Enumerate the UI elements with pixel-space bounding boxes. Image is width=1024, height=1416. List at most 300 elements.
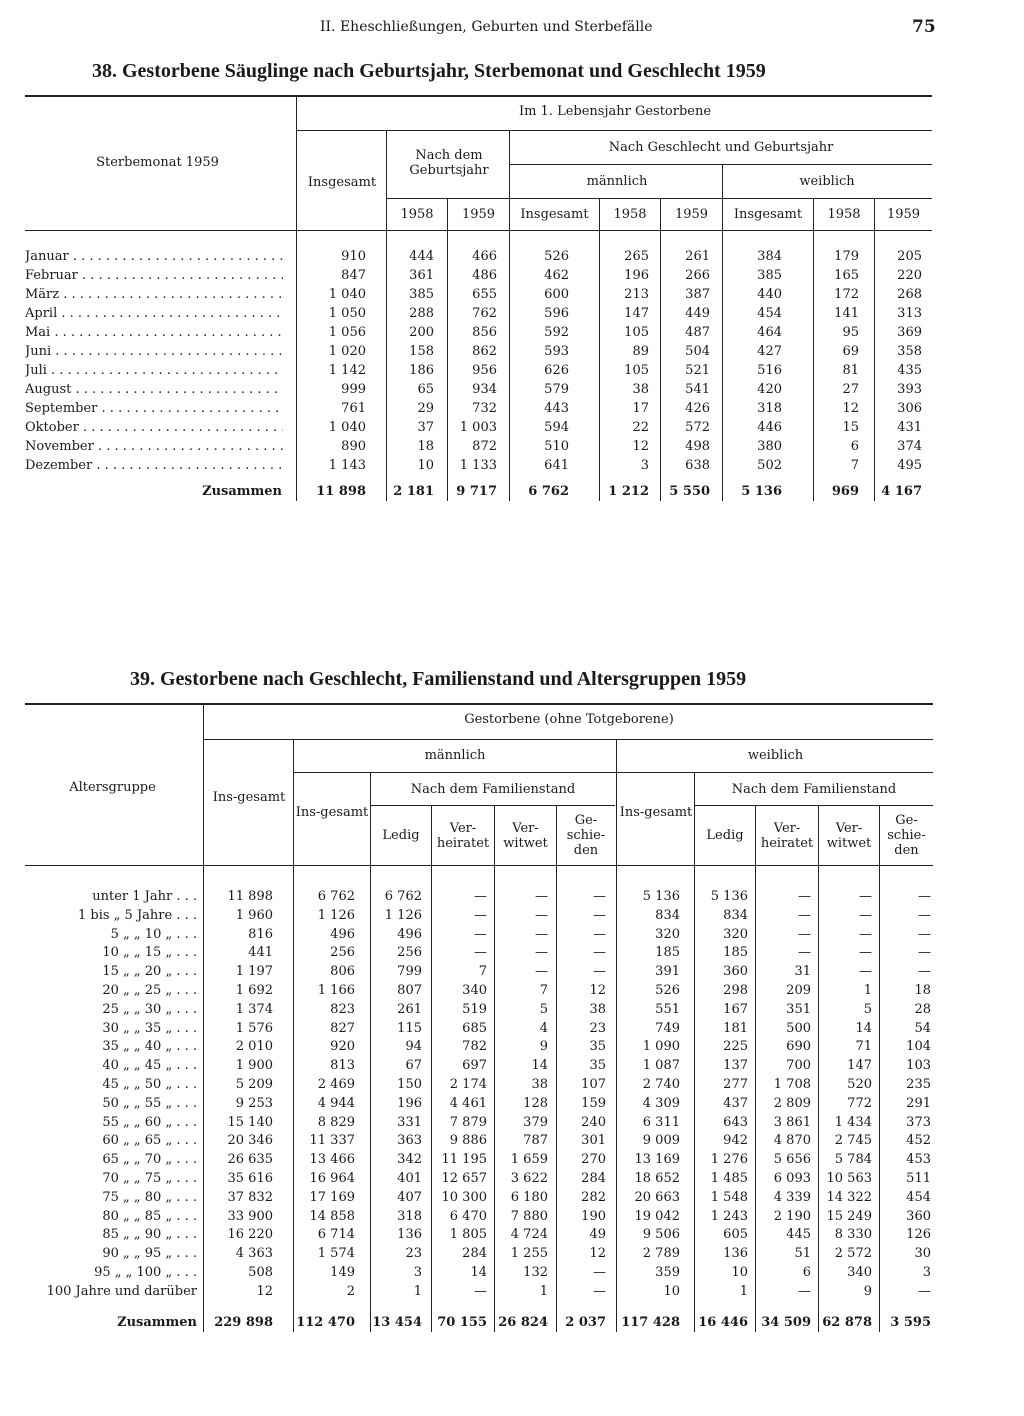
cell: 401: [397, 1171, 422, 1186]
cell: 288: [409, 306, 434, 321]
cell: 291: [906, 1095, 931, 1111]
cell: —: [535, 964, 548, 980]
cell: 519: [462, 1001, 487, 1017]
cell: —: [859, 889, 872, 904]
cell: 6: [802, 1265, 811, 1280]
cell: 5 136: [642, 889, 680, 904]
cell: 823: [330, 1001, 355, 1017]
row-label: 25 „ „ 30 „ . . .: [102, 1001, 197, 1017]
cell: 593: [544, 344, 569, 359]
t38-header-nach-geschlecht: Nach Geschlecht und Geburtsjahr: [608, 140, 834, 155]
cell: 29: [417, 401, 434, 416]
cell: 38: [589, 1001, 606, 1017]
cell: —: [918, 907, 931, 923]
cell: 13 169: [634, 1152, 680, 1168]
cell: 5 656: [773, 1152, 811, 1168]
row-label: Juni . . .: [25, 342, 283, 361]
cell: 872: [472, 439, 497, 454]
cell: 31: [794, 964, 811, 980]
total-cell: 1 212: [608, 484, 649, 499]
cell: 235: [906, 1077, 931, 1092]
cell: 1 434: [834, 1114, 872, 1130]
total-cell: 9 717: [456, 484, 497, 499]
cell: 495: [897, 458, 922, 473]
cell: 1 692: [235, 983, 273, 998]
cell: 385: [409, 287, 434, 302]
cell: 28: [914, 1001, 931, 1017]
cell: 956: [472, 363, 497, 378]
row-label: 95 „ „ 100 „ . . .: [94, 1265, 197, 1280]
cell: 340: [462, 983, 487, 998]
cell: 551: [655, 1001, 680, 1017]
cell: 149: [330, 1265, 355, 1280]
cell: 147: [624, 306, 649, 321]
page-number: 75: [912, 17, 936, 37]
cell: 2 469: [317, 1077, 355, 1092]
row-label: November . . .: [25, 437, 283, 456]
cell: 23: [405, 1246, 422, 1262]
cell: 69: [842, 344, 859, 359]
cell: 1 040: [328, 420, 366, 435]
cell: 12: [632, 439, 649, 454]
cell: —: [593, 926, 606, 942]
table-39-title: 39. Gestorbene nach Geschlecht, Familienstand und Altersgruppen 1959: [130, 668, 747, 690]
cell: —: [918, 945, 931, 961]
cell: 762: [472, 306, 497, 321]
cell: 38: [632, 382, 649, 397]
cell: 5: [539, 1001, 548, 1017]
cell: 3: [922, 1265, 931, 1280]
total-cell: 112 470: [296, 1315, 355, 1330]
cell: 1 276: [710, 1152, 748, 1168]
cell: 306: [897, 401, 922, 416]
cell: 572: [685, 420, 710, 435]
cell: 141: [834, 306, 859, 321]
t39-sub-w-insgesamt: Ins-gesamt: [619, 805, 693, 820]
cell: 6 762: [384, 889, 422, 904]
t39-sub-w-verheiratet: Ver-heiratet: [760, 821, 814, 851]
cell: 1: [863, 983, 872, 998]
total-cell: 70 155: [437, 1315, 487, 1330]
cell: 6 180: [510, 1189, 548, 1205]
cell: 14: [855, 1020, 872, 1036]
cell: —: [859, 926, 872, 942]
cell: 2 572: [834, 1246, 872, 1262]
t39-header-fam-w: Nach dem Familienstand: [731, 782, 897, 797]
cell: 462: [544, 268, 569, 283]
cell: —: [593, 1265, 606, 1280]
cell: 445: [786, 1227, 811, 1243]
cell: 159: [581, 1095, 606, 1111]
cell: 14: [470, 1265, 487, 1280]
cell: 270: [581, 1152, 606, 1168]
cell: —: [535, 945, 548, 961]
cell: 374: [897, 439, 922, 454]
cell: 240: [581, 1114, 606, 1130]
t39-header-fam-m: Nach dem Familienstand: [410, 782, 576, 797]
t38-stub-header: Sterbemonat 1959: [96, 155, 219, 170]
cell: 284: [462, 1246, 487, 1262]
cell: 452: [906, 1133, 931, 1149]
cell: 359: [655, 1265, 680, 1280]
cell: —: [593, 1283, 606, 1299]
cell: 10 563: [826, 1171, 872, 1186]
row-label: 1 bis „ 5 Jahre . . .: [78, 907, 197, 923]
t39-sub-w-verwitwet: Ver-witwet: [826, 821, 872, 851]
cell: 600: [544, 287, 569, 302]
cell: 387: [685, 287, 710, 302]
cell: 690: [786, 1039, 811, 1055]
cell: —: [593, 964, 606, 980]
cell: 137: [723, 1058, 748, 1074]
cell: 910: [341, 249, 366, 264]
t38-sub-m-insgesamt: Insgesamt: [520, 207, 589, 222]
row-label: 55 „ „ 60 „ . . .: [102, 1114, 197, 1130]
cell: 496: [330, 926, 355, 942]
cell: 431: [897, 420, 922, 435]
row-label: 40 „ „ 45 „ . . .: [102, 1058, 197, 1074]
cell: 9 886: [449, 1133, 487, 1149]
total-cell: 3 595: [890, 1315, 931, 1330]
cell: 526: [655, 983, 680, 998]
cell: —: [798, 889, 811, 904]
cell: 18 652: [634, 1171, 680, 1186]
cell: 369: [897, 325, 922, 340]
cell: 6 714: [317, 1227, 355, 1243]
cell: 33 900: [227, 1208, 273, 1224]
cell: 856: [472, 325, 497, 340]
cell: 526: [544, 249, 569, 264]
cell: 9 009: [642, 1133, 680, 1149]
cell: 3 622: [510, 1171, 548, 1186]
t38-rule: [297, 130, 932, 131]
cell: 360: [906, 1208, 931, 1224]
cell: 655: [472, 287, 497, 302]
t38-sub-m-1959: 1959: [674, 207, 709, 222]
cell: 342: [397, 1152, 422, 1168]
row-label: Februar . . .: [25, 266, 283, 285]
cell: 4 363: [235, 1246, 273, 1262]
cell: 437: [723, 1095, 748, 1111]
cell: —: [798, 1283, 811, 1299]
t38-header-nach-geburtsjahr: Nach dem Geburtsjahr: [409, 148, 489, 178]
cell: —: [593, 889, 606, 904]
cell: 934: [472, 382, 497, 397]
cell: 115: [397, 1020, 422, 1036]
cell: 596: [544, 306, 569, 321]
cell: 81: [842, 363, 859, 378]
cell: —: [535, 889, 548, 904]
cell: 999: [341, 382, 366, 397]
cell: 256: [397, 945, 422, 961]
cell: —: [798, 926, 811, 942]
cell: 2: [346, 1283, 355, 1299]
t38-header-insgesamt: Insgesamt: [307, 175, 377, 190]
cell: 1: [413, 1283, 422, 1299]
cell: 17: [632, 401, 649, 416]
cell: 5 784: [834, 1152, 872, 1168]
cell: 393: [897, 382, 922, 397]
row-label: 45 „ „ 50 „ . . .: [102, 1077, 197, 1092]
cell: 516: [757, 363, 782, 378]
table-38-title: 38. Gestorbene Säuglinge nach Geburtsjahr, Sterbemonat und Geschlecht 1959: [92, 60, 766, 82]
total-cell: 4 167: [881, 484, 922, 499]
cell: 3: [640, 458, 649, 473]
cell: 441: [248, 945, 273, 961]
t39-rule: [204, 739, 933, 740]
cell: 4: [539, 1020, 548, 1036]
row-label: 60 „ „ 65 „ . . .: [102, 1133, 197, 1149]
cell: 1 197: [235, 964, 273, 980]
cell: 942: [723, 1133, 748, 1149]
cell: 185: [655, 945, 680, 961]
cell: 12: [589, 983, 606, 998]
cell: 5 136: [710, 889, 748, 904]
row-label: Oktober . . .: [25, 418, 283, 437]
cell: 268: [897, 287, 922, 302]
total-cell: 13 454: [372, 1315, 422, 1330]
cell: 9: [539, 1039, 548, 1055]
cell: 420: [757, 382, 782, 397]
cell: 1 087: [642, 1058, 680, 1074]
cell: 2 789: [642, 1246, 680, 1262]
cell: 407: [397, 1189, 422, 1205]
cell: 4 944: [317, 1095, 355, 1111]
cell: 15 249: [826, 1208, 872, 1224]
cell: 256: [330, 945, 355, 961]
cell: 320: [723, 926, 748, 942]
cell: —: [798, 907, 811, 923]
cell: 147: [847, 1058, 872, 1074]
cell: 496: [397, 926, 422, 942]
row-label: 30 „ „ 35 „ . . .: [102, 1020, 197, 1036]
cell: 284: [581, 1171, 606, 1186]
cell: 363: [397, 1133, 422, 1149]
cell: 782: [462, 1039, 487, 1055]
total-cell: 34 509: [761, 1315, 811, 1330]
cell: 9: [863, 1283, 872, 1299]
cell: 435: [897, 363, 922, 378]
cell: 7 879: [449, 1114, 487, 1130]
cell: 165: [834, 268, 859, 283]
cell: 444: [409, 249, 434, 264]
total-cell: 6 762: [528, 484, 569, 499]
t38-header-maennlich: männlich: [586, 174, 648, 189]
cell: 277: [723, 1077, 748, 1092]
row-label: März . . .: [25, 285, 283, 304]
cell: 89: [632, 344, 649, 359]
cell: 1 133: [459, 458, 497, 473]
cell: 10: [663, 1283, 680, 1299]
cell: 816: [248, 926, 273, 942]
t39-header-top: Gestorbene (ohne Totgeborene): [464, 712, 674, 727]
cell: 71: [855, 1039, 872, 1055]
cell: 10: [731, 1265, 748, 1280]
cell: 9 253: [235, 1095, 273, 1111]
cell: 466: [472, 249, 497, 264]
cell: 813: [330, 1058, 355, 1074]
cell: 6 762: [317, 889, 355, 904]
cell: 2 190: [773, 1208, 811, 1224]
t38-header-top: Im 1. Lebensjahr Gestorbene: [518, 104, 712, 119]
cell: —: [798, 945, 811, 961]
cell: 51: [794, 1246, 811, 1262]
cell: 331: [397, 1114, 422, 1130]
cell: 298: [723, 983, 748, 998]
cell: 6: [850, 439, 859, 454]
total-cell: 11 898: [316, 484, 366, 499]
cell: 749: [655, 1020, 680, 1036]
cell: 220: [897, 268, 922, 283]
cell: 1 708: [773, 1077, 811, 1092]
cell: 11 195: [441, 1152, 487, 1168]
cell: 6 093: [773, 1171, 811, 1186]
cell: 301: [581, 1133, 606, 1149]
cell: —: [859, 945, 872, 961]
t39-rule: [25, 865, 933, 866]
row-label: Juli . . .: [25, 361, 283, 380]
cell: 105: [624, 363, 649, 378]
row-label: 85 „ „ 90 „ . . .: [102, 1227, 197, 1243]
row-label: 70 „ „ 75 „ . . .: [102, 1171, 197, 1186]
cell: 385: [757, 268, 782, 283]
cell: 454: [906, 1189, 931, 1205]
t38-rule: [510, 164, 932, 165]
cell: 3 861: [773, 1114, 811, 1130]
cell: 384: [757, 249, 782, 264]
t39-sub-m-ledig: Ledig: [382, 828, 420, 843]
cell: 16 964: [309, 1171, 355, 1186]
total-cell: 117 428: [621, 1315, 680, 1330]
t39-sub-m-verheiratet: Ver-heiratet: [436, 821, 490, 851]
t39-header-maennlich: männlich: [424, 748, 486, 763]
cell: 360: [723, 964, 748, 980]
cell: 1 900: [235, 1058, 273, 1074]
cell: 373: [906, 1114, 931, 1130]
cell: 4 309: [642, 1095, 680, 1111]
cell: 11 898: [227, 889, 273, 904]
cell: 807: [397, 983, 422, 998]
row-label: 50 „ „ 55 „ . . .: [102, 1095, 197, 1111]
cell: 105: [624, 325, 649, 340]
cell: 920: [330, 1039, 355, 1055]
cell: —: [474, 1283, 487, 1299]
t39-sub-w-geschieden: Ge-schie-den: [887, 813, 926, 858]
cell: —: [859, 907, 872, 923]
row-label: 65 „ „ 70 „ . . .: [102, 1152, 197, 1168]
cell: 95: [842, 325, 859, 340]
cell: 185: [723, 945, 748, 961]
cell: 4 870: [773, 1133, 811, 1149]
cell: 8 829: [317, 1114, 355, 1130]
cell: 1: [539, 1283, 548, 1299]
cell: 502: [757, 458, 782, 473]
cell: 1 090: [642, 1039, 680, 1055]
cell: 1 805: [449, 1227, 487, 1243]
cell: 261: [397, 1001, 422, 1017]
cell: 172: [834, 287, 859, 302]
cell: —: [474, 889, 487, 904]
row-label: 80 „ „ 85 „ . . .: [102, 1208, 197, 1224]
cell: —: [918, 964, 931, 980]
cell: 358: [897, 344, 922, 359]
t38-sub-w-insgesamt: Insgesamt: [733, 207, 803, 222]
row-label: Dezember . . .: [25, 456, 283, 475]
t38-top-rule: [25, 95, 932, 97]
cell: 5: [863, 1001, 872, 1017]
t38-sub-w-1959: 1959: [886, 207, 921, 222]
row-label: Januar . . .: [25, 247, 283, 266]
cell: 2 745: [834, 1133, 872, 1149]
cell: 1 003: [459, 420, 497, 435]
cell: 638: [685, 458, 710, 473]
cell: 1 574: [317, 1246, 355, 1262]
t39-rule: [294, 772, 933, 773]
cell: 7: [478, 964, 487, 980]
total-cell: 229 898: [214, 1315, 273, 1330]
cell: 391: [655, 964, 680, 980]
cell: 181: [723, 1020, 748, 1036]
t39-sub-m-geschieden: Ge-schie-den: [566, 813, 606, 858]
cell: 1 126: [317, 907, 355, 923]
total-cell: 5 136: [741, 484, 782, 499]
cell: 19 042: [634, 1208, 680, 1224]
cell: 1 056: [328, 325, 366, 340]
t39-header-insgesamt: Ins-gesamt: [212, 790, 286, 805]
cell: 65: [417, 382, 434, 397]
row-label: 5 „ „ 10 „ . . .: [110, 926, 197, 942]
cell: 128: [523, 1095, 548, 1111]
cell: 3: [413, 1265, 422, 1280]
cell: 7 880: [510, 1208, 548, 1224]
cell: 504: [685, 344, 710, 359]
cell: 520: [847, 1077, 872, 1092]
cell: 200: [409, 325, 434, 340]
cell: —: [535, 907, 548, 923]
cell: 1 485: [710, 1171, 748, 1186]
row-label: 10 „ „ 15 „ . . .: [102, 945, 197, 961]
cell: 5 209: [235, 1077, 273, 1092]
row-label: 100 Jahre und darüber: [46, 1283, 197, 1299]
cell: 104: [906, 1039, 931, 1055]
cell: 126: [906, 1227, 931, 1243]
cell: 20 346: [227, 1133, 273, 1149]
cell: 641: [544, 458, 569, 473]
t39-stub-header: Altersgruppe: [69, 780, 156, 795]
cell: 37 832: [227, 1189, 273, 1205]
cell: 37: [417, 420, 434, 435]
t38-sub-w-1958: 1958: [827, 207, 861, 222]
cell: 2 740: [642, 1077, 680, 1092]
cell: 54: [914, 1020, 931, 1036]
cell: 1 255: [510, 1246, 548, 1262]
cell: 1 040: [328, 287, 366, 302]
total-cell: 16 446: [698, 1315, 748, 1330]
cell: 1 243: [710, 1208, 748, 1224]
t39-header-weiblich: weiblich: [747, 748, 804, 763]
t38-sub-m-1958: 1958: [613, 207, 647, 222]
cell: 9 506: [642, 1227, 680, 1243]
cell: 12 657: [441, 1171, 487, 1186]
cell: 380: [757, 439, 782, 454]
cell: 4 724: [510, 1227, 548, 1243]
cell: 454: [757, 306, 782, 321]
cell: 320: [655, 926, 680, 942]
cell: 150: [397, 1077, 422, 1092]
cell: 318: [397, 1208, 422, 1224]
t38-sub-1958: 1958: [400, 207, 434, 222]
cell: 107: [581, 1077, 606, 1092]
